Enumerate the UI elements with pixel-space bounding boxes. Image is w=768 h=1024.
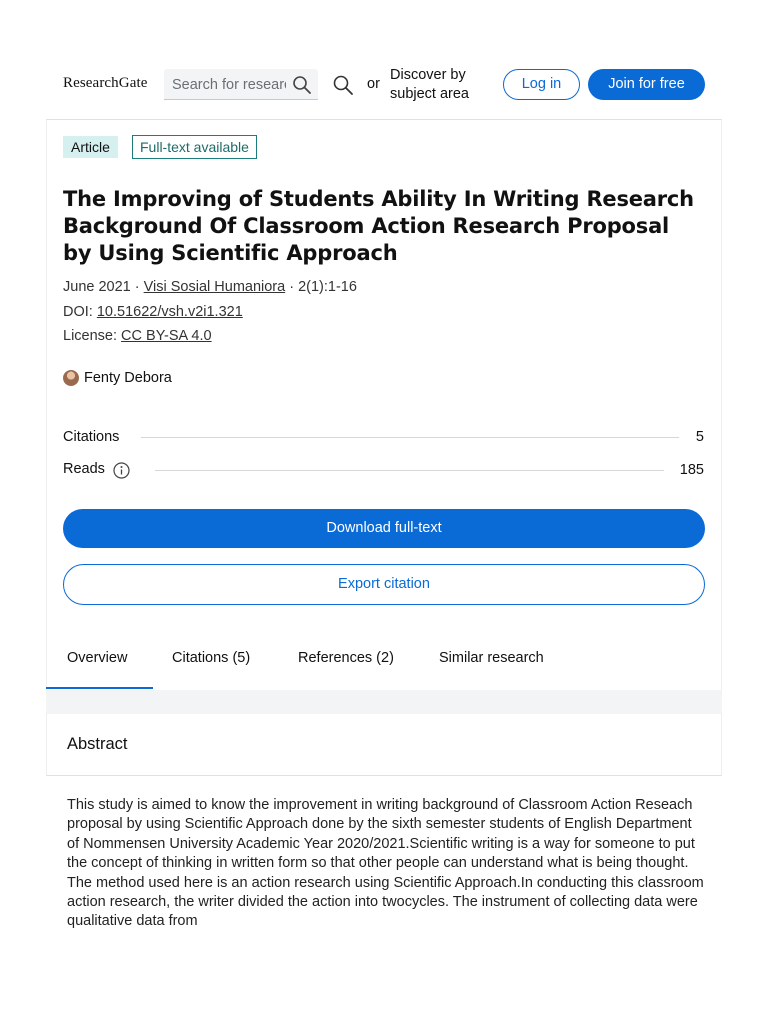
reads-label: Reads <box>63 461 105 477</box>
discover-link[interactable]: Discover by subject area <box>390 67 469 102</box>
tab-similar-research[interactable]: Similar research <box>439 650 544 666</box>
or-label: or <box>367 76 380 92</box>
journal-link[interactable]: Visi Sosial Humaniora <box>143 279 286 295</box>
license-row <box>63 328 212 344</box>
download-fulltext-button[interactable]: Download full-text <box>63 509 705 548</box>
section-separator <box>46 690 722 714</box>
license-link[interactable]: CC BY-SA 4.0 <box>121 328 212 344</box>
author-name[interactable]: Fenty Debora <box>84 370 172 386</box>
export-citation-button[interactable]: Export citation <box>63 564 705 605</box>
author-item[interactable] <box>63 370 172 386</box>
publication-date: June 2021 <box>63 279 131 295</box>
article-title: The Improving of Students Ability In Writing Research Background Of Classroom Action Research Proposal by Using Scientific Approach <box>63 187 694 265</box>
search-box[interactable] <box>164 69 318 100</box>
tab-overview[interactable]: Overview <box>67 650 128 666</box>
avatar <box>63 370 79 386</box>
license-label: License: <box>63 328 122 344</box>
meta-separator: · <box>130 279 144 295</box>
active-tab-indicator <box>46 687 153 689</box>
site-header <box>0 0 768 120</box>
doi-link[interactable]: 10.51622/vsh.v2i1.321 <box>96 304 243 320</box>
divider <box>141 437 679 438</box>
search-input[interactable] <box>172 75 286 95</box>
abstract-heading: Abstract <box>67 735 128 753</box>
citations-label: Citations <box>63 429 120 445</box>
reads-count: 185 <box>679 462 704 478</box>
doi-label: DOI: <box>63 304 97 320</box>
divider <box>155 470 664 471</box>
info-icon[interactable] <box>113 462 130 479</box>
tab-citations[interactable]: Citations (5) <box>172 650 251 666</box>
abstract-header-card <box>46 714 722 776</box>
volume-pages: 2(1):1-16 <box>298 279 357 295</box>
join-button[interactable]: Join for free <box>588 69 705 100</box>
search-icon[interactable] <box>292 75 312 95</box>
tab-references[interactable]: References (2) <box>298 650 394 666</box>
search-icon[interactable] <box>332 74 354 96</box>
meta-separator: · <box>285 279 299 295</box>
login-button[interactable]: Log in <box>503 69 580 100</box>
abstract-text: This study is aimed to know the improvement in writing background of Classroom Action Reseach proposal by using Scientific Approach done by the sixth semester students of English Department of Nommensen University Academic Year 2020/2021.Scientific writing is a way for someone to put the concept of thinking in written form so that other people can understand what is being thought. The method used here is an action research using Scientific Approach.In conducting this classroom action research, the writer divided the action into twocycles. The instrument of collecting data were qualitative data from <box>67 797 704 930</box>
publication-meta <box>63 279 357 295</box>
researchgate-logo[interactable]: ResearchGate <box>63 75 148 91</box>
article-type-badge: Article <box>63 136 118 158</box>
citations-count: 5 <box>695 429 704 445</box>
doi-row <box>63 304 243 320</box>
fulltext-badge: Full-text available <box>132 135 257 159</box>
